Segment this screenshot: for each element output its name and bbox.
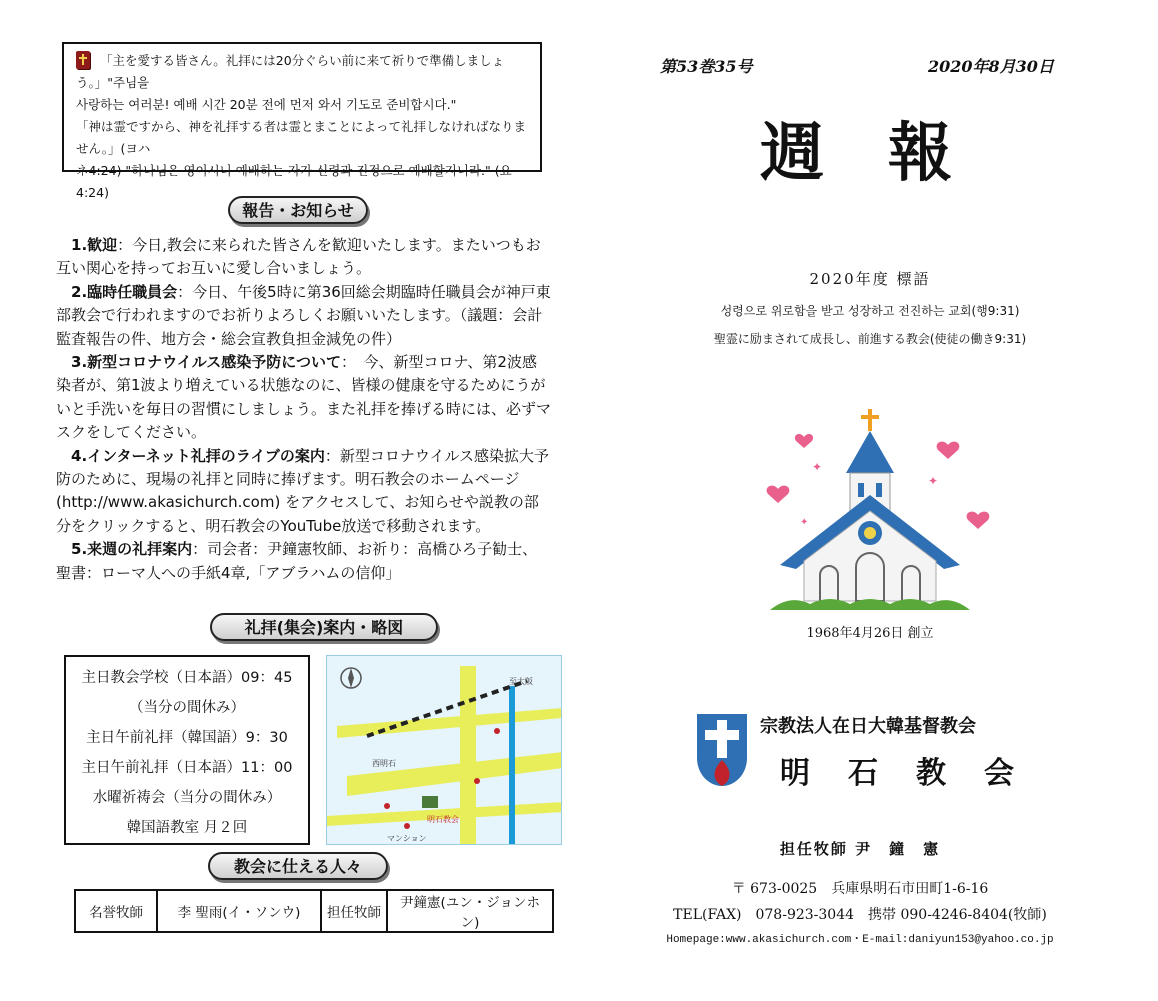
news-item-1: 1.歓迎：今日,教会に来られた皆さんを歓迎いたします。またいつもお互い関心を持ってお互いに愛し合いましょう。 [56, 236, 541, 278]
church-logo-svg [693, 710, 751, 790]
news-list [56, 234, 551, 585]
steeple-roof [846, 431, 894, 473]
web-line: Homepage:www.akasichurch.com・E-mail:daniyun153@yahoo.co.jp [666, 934, 1054, 946]
church-org-name: 宗教法人在日大韓基督教会 [760, 716, 976, 737]
church-logo [693, 710, 751, 790]
scripture-box [62, 42, 542, 200]
table-row [75, 890, 553, 932]
news-item-4: 4.インターネット礼拝のライブの案内：新型コロナウイルス感染拡大予防のために、現場の礼拝と同時に捧げます。明石教会のホームページ(http://www.akasichurch.com) をアクセスして、お知らせや説教の部分をクリックすると、明石教会のYouTube放送で移動されます。 [56, 446, 550, 535]
news-item-2: 2.臨時任職員会：今日、午後5時に第36回総会期臨時任職員会が神戸東部教会で行われますのでお祈りよろしくお願いいたします。（議題：会計監査報告の件、地方会・総会宣教負担金減免の件） [56, 282, 551, 348]
church-door [902, 566, 920, 601]
worship-section-title: 礼拝(集会)案内・略図 [210, 613, 438, 641]
scripture-line-5: 4:24) [76, 185, 109, 200]
schedule-item: 水曜祈祷会（当分の間休み） [92, 790, 282, 806]
staff-role-cell: 名誉牧師 [75, 890, 157, 932]
motto-heading: 2020年度 標語 [809, 270, 931, 288]
schedule-item: 主日教会学校（日本語）09：45 [81, 670, 293, 686]
issue-date: 2020年8月30日 [928, 57, 1054, 76]
heart-icon [767, 486, 790, 503]
sparkle-icon: ✦ [928, 474, 939, 488]
pastor-line: 担任牧師 尹 鐘 憲 [779, 840, 941, 858]
church-door [820, 566, 838, 601]
staff-name-cell: 李 聖雨(イ・ソンウ) [157, 890, 321, 932]
church-door [856, 553, 884, 601]
schedule-item: 主日午前礼拝（日本語）11：00 [81, 760, 293, 776]
tel-line: TEL(FAX) 078-923-3044 携帯 090-4246-8404(牧師) [673, 907, 1047, 923]
church-map [326, 655, 562, 845]
heart-icon [937, 442, 960, 459]
cross-bar [861, 415, 879, 419]
map-label-station: 西明石 [372, 759, 396, 768]
map-point [404, 823, 410, 829]
schedule-item: 韓国語教室 月２回 [126, 820, 248, 836]
scripture-line-2: 사랑하는 여러분! 예배 시간 20분 전에 먼저 와서 기도로 준비합시다." [76, 97, 457, 112]
scripture-line-3: 「神は霊ですから、神を礼拝する者は霊とまことによって礼拝しなければなりません。」(ヨハ [76, 119, 527, 156]
heart-icon [795, 434, 813, 448]
staff-name-cell: 尹鐘憲(ユン・ジョンホン) [387, 890, 553, 932]
news-section-title: 報告・お知らせ [228, 196, 368, 224]
bible-icon [76, 51, 90, 69]
news-item-3: 3.新型コロナウイルス感染予防について： 今、新型コロナ、第2波感染者が、第1波より増えている状態なのに、皆様の健康を守るためにうがいと手洗いを毎日の習慣にしましょう。また礼拝を捧げる時には、必ずマスクをしてください。 [56, 353, 552, 442]
church-illustration-svg [760, 405, 1010, 615]
news-item-5: 5.来週の礼拝案内：司会者：尹鐘憲牧師、お祈り：高橋ひろ子勧士、聖書：ローマ人への手紙4章,「アブラハムの信仰」 [56, 540, 538, 582]
scripture-line-4: ネ4:24) "하나님은 영이시니 예배하는 자가 신령과 진정으로 예배할지니라." (요 [76, 163, 512, 178]
grass [770, 599, 970, 610]
map-point [474, 778, 480, 784]
motto-korean: 성령으로 위로함을 받고 성장하고 전진하는 교회(행9:31) [720, 304, 1020, 318]
address-line: 〒 673-0025 兵庫県明石市田町1-6-16 [731, 881, 989, 897]
map-label-church: 明石教会 [427, 815, 459, 824]
page-title: 週 報 [760, 116, 952, 191]
sparkle-icon: ✦ [812, 460, 823, 474]
motto-japanese: 聖霊に励まされて成長し、前進する教会(使徒の働き9:31) [713, 332, 1027, 346]
issue-number: 第53巻35号 [660, 57, 753, 76]
staff-table [74, 889, 554, 933]
cross-icon [868, 409, 872, 431]
heart-icon [967, 512, 990, 529]
staff-role-cell: 担任牧師 [321, 890, 387, 932]
church-illustration [760, 405, 1010, 615]
schedule-item: （当分の間休み） [129, 700, 245, 716]
church-name: 明 石 教 会 [780, 756, 1018, 791]
staff-section-title: 教会に仕える人々 [208, 852, 388, 880]
compass-needle [348, 668, 354, 688]
sparkle-icon: ✦ [800, 517, 809, 528]
logo-cross-bar [705, 730, 739, 740]
map-graphic [327, 656, 562, 845]
map-point [494, 728, 500, 734]
map-church-marker [422, 796, 438, 808]
map-label-top: 至大阪 [509, 677, 533, 686]
window [876, 483, 882, 497]
window [858, 483, 864, 497]
map-point [384, 803, 390, 809]
map-label-misc: マンション [387, 834, 427, 843]
worship-schedule [64, 655, 310, 845]
rose-window-center [864, 527, 876, 539]
schedule-item: 主日午前礼拝（韓国語）9：30 [86, 730, 288, 746]
map-road-vertical [460, 666, 476, 845]
founded-date: 1968年4月26日 創立 [806, 626, 934, 641]
scripture-line-1: 「主を愛する皆さん。礼拝には20分ぐらい前に来て祈りで準備しましょう。」"주님을 [76, 53, 505, 90]
